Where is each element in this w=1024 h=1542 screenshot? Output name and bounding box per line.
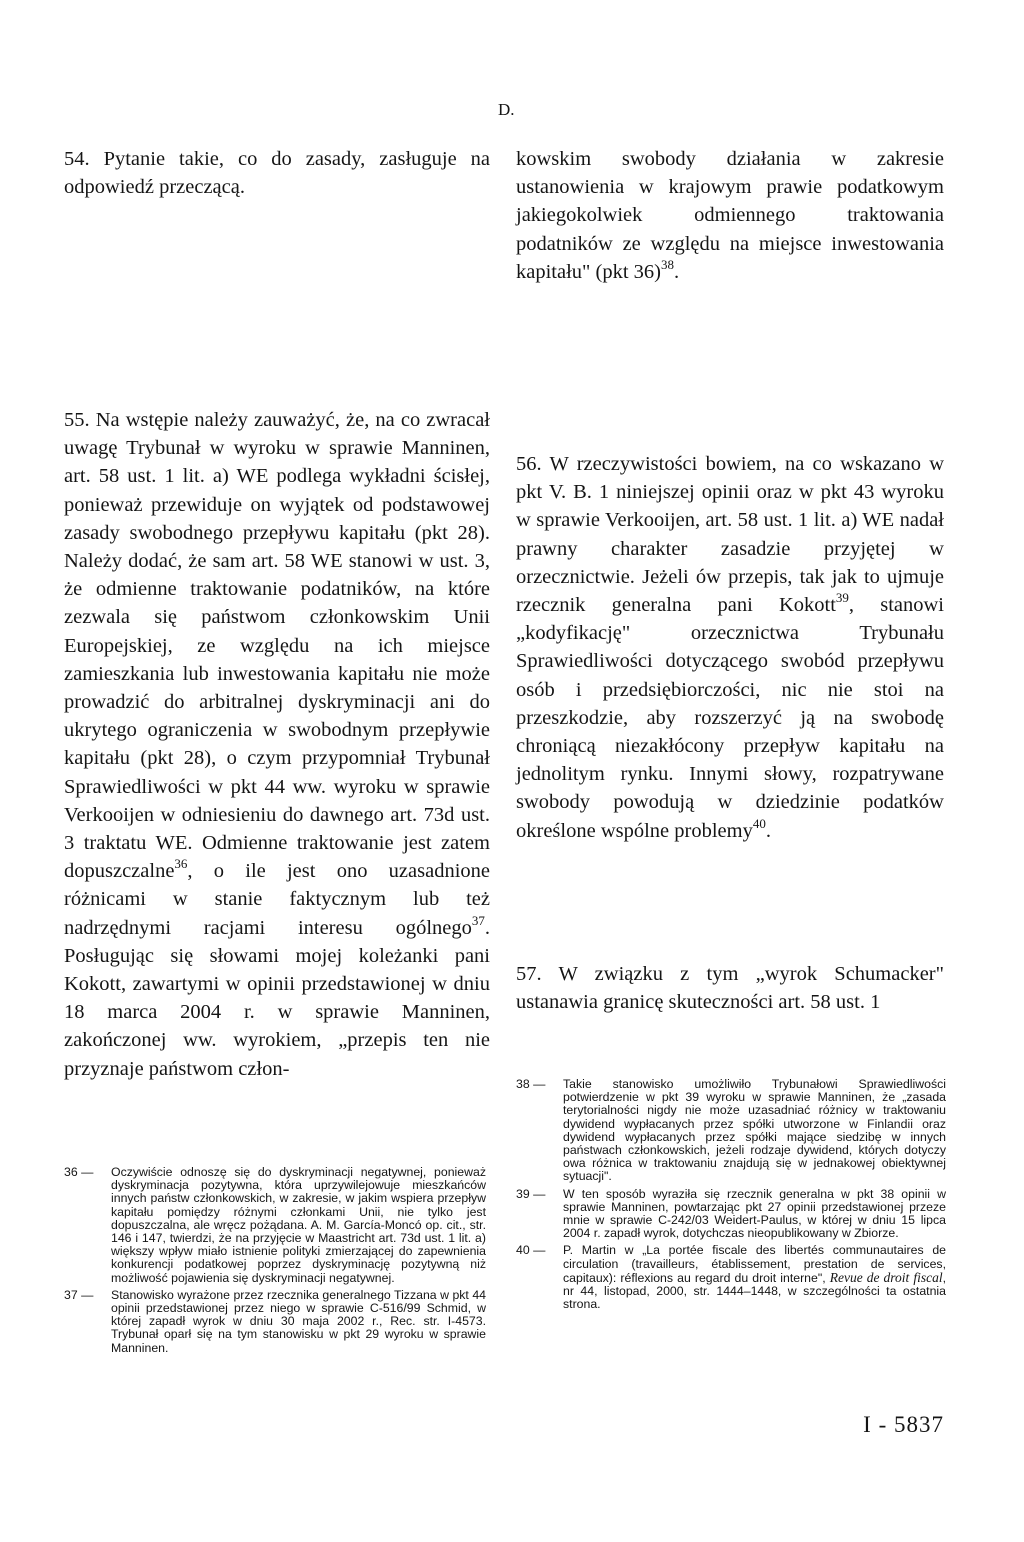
footnote-38: [516, 1078, 946, 1184]
footnote-text: Oczywiście odnoszę się do dyskryminacji negatywnej, ponieważ dyskryminacja pozytywna, która uprzywilejowuje mieszkańców innych państw członkowskich, w zakresie, w jakim wspiera przepływ kapitału pomiędzy różnymi członkami Unii, nie tylko jest dopuszczalna, ale wręcz pożądana. A. M. García-Moncó op. cit., str. 146 i 147, twierdzi, że na przyjęcie w Maastricht art. 73d ust. 1 lit. a) większy wpływ miało istnienie polityki zmierzającej do zapewnienia konkurencji podatkowej poprzez dyskryminację pozytywną niż możliwość pojawienia się dyskryminacji negatywnej.: [111, 1165, 486, 1285]
footnote-text: Stanowisko wyrażone przez rzecznika generalnego Tizzana w pkt 44 opinii przedstawionej przez niego w sprawie C-516/99 Schmid, w której zapadł wyrok w dniu 30 maja 2002 r., Rec. str. I-4573. Trybunał oparł się na tym stanowisku w pkt 29 wyroku w sprawie Manninen.: [111, 1287, 486, 1355]
footnote-number: 37 —: [64, 1287, 94, 1302]
footnote-number: 40 —: [516, 1243, 546, 1258]
footnote-text-a: P. Martin w „La portée fiscale des libertés communautaires de circulation (travailleurs, établissement, prestation de services, capitaux): réflexions au regard du droit interne",: [563, 1243, 946, 1285]
footnote-40: [516, 1244, 946, 1311]
section-mark: D.: [498, 100, 515, 119]
paragraph-54: [64, 145, 490, 201]
footnote-39: [516, 1188, 946, 1241]
footnote-number: 38 —: [516, 1077, 546, 1091]
continuation-text: kowskim swobody działania w zakresie ustanowienia w krajowym prawie podatkowym jakiegokolwiek odmiennego traktowania podatników ze względu na miejsce inwestowania kapitału" (pkt 36): [516, 148, 944, 283]
paragraph-54-text: 54. Pytanie takie, co do zasady, zasługuje na odpowiedź przeczącą.: [64, 148, 490, 199]
journal-title: Revue de droit fiscal: [829, 1269, 943, 1285]
footnote-text-b: , nr 44, listopad, 2000, str. 1444–1448, w szczególności ta ostatnia strona.: [563, 1270, 946, 1312]
paragraph-56-text-a: 56. W rzeczywistości bowiem, na co wskazano w pkt V. B. 1 niniejszej opinii oraz w pkt 43 wyroku w sprawie Verkooijen, art. 58 ust. 1 lit. a) WE nadał prawny charakter zasadzie przyjętej w orzecznictwie. Jeżeli ów przepis, tak jak to ujmuje rzecznik generalna pani Kokott: [516, 453, 944, 617]
footnote-text: Takie stanowisko umożliwiło Trybunałowi Sprawiedliwości potwierdzenie w pkt 39 wyroku w sprawie Manninen, że „zasada terytorialności nigdy nie może uzasadniać różnicy w traktowaniu dywidend wypłacanych przez spółki utworzone w Finlandii oraz dywidend wypłacanych przez spółki mające siedzibę w innych państwach członkowskich, jeżeli rodzaje dywidend, których dotyczy owa różnica w traktowaniu znajdują się w jednakowej obiektywnej sytuacji".: [563, 1077, 946, 1184]
paragraph-57: [516, 960, 944, 1016]
paragraph-56: [516, 450, 944, 845]
footnote-37: [64, 1289, 486, 1355]
footnote-number: 39 —: [516, 1186, 546, 1201]
paragraph-continuation: [516, 145, 944, 286]
footnote-number: 36 —: [64, 1165, 94, 1179]
footnote-text: W ten sposób wyraziła się rzecznik generalna w pkt 38 opinii w sprawie Manninen, powtarzając pkt 27 opinii przedstawionej przeze mnie w sprawie C-242/03 Weidert-Paulus, w której w dniu 15 lipca 2004 r. zapadł wyrok, dotychczas nieopublikowany w Zbiorze.: [563, 1186, 946, 1241]
footnotes-right: [516, 1078, 946, 1315]
footnote-ref-36[interactable]: 36: [174, 856, 188, 872]
paragraph-55-text-a: 55. Na wstępie należy zauważyć, że, na co zwracał uwagę Trybunał w wyroku w sprawie Manninen, art. 58 ust. 1 lit. a) WE podlega wykładni ścisłej, ponieważ przewiduje on wyjątek od podstawowej zasady swobodnego przepływu kapitału (pkt 28). Należy dodać, że sam art. 58 WE stanowi w ust. 3, że odmienne traktowanie podatników, na które zezwala się państwom członkowskim Unii Europejskiej, ze względu na ich miejsce zamieszkania lub inwestowania kapitału nie może prowadzić do arbitralnej dyskryminacji ani do ukrytego ograniczenia w swobodnym przepływie kapitału (pkt 28), o czym przypomniał Trybunał Sprawiedliwości w pkt 44 ww. wyroku w sprawie Verkooijen w odniesieniu do dawnego art. 73d ust. 3 traktatu WE. Odmienne traktowanie jest zatem dopuszczalne: [64, 409, 490, 883]
footnote-text: [563, 1244, 946, 1311]
page-number: I - 5837: [863, 1412, 944, 1437]
continuation-end: .: [674, 260, 680, 283]
footnote-ref-40[interactable]: 40: [752, 815, 766, 831]
footnotes-left: [64, 1166, 486, 1359]
footnote-ref-37[interactable]: 37: [471, 912, 485, 928]
footnote-ref-39[interactable]: 39: [835, 590, 849, 606]
paragraph-56-text-b: , stanowi „kodyfikację" orzecznictwa Trybunału Sprawiedliwości dotyczącego swobód przepływu osób i przedsiębiorczości, nic nie stoi na przeszkodzie, aby rozszerzyć ją na swobodę chroniącą niezakłócony przepływ kapitału na jednolitym rynku. Innymi słowy, rozpatrywane swobody powodują w dziedzinie podatków określone wspólne problemy: [516, 594, 944, 842]
paragraph-57-text: 57. W związku z tym „wyrok Schumacker" ustanawia granicę skuteczności art. 58 ust. 1: [516, 963, 944, 1014]
paragraph-55-text-c: . Posługując się słowami mojej koleżanki pani Kokott, zawartymi w opinii przedstawionej w dniu 18 marca 2004 r. w sprawie Manninen, zakończonej ww. wyrokiem, „przepis ten nie przyznaje państwom człon-: [64, 916, 490, 1080]
paragraph-55-text-b: , o ile jest ono uzasadnione różnicami w stanie faktycznym lub też nadrzędnymi racjami interesu ogólnego: [64, 860, 490, 939]
paragraph-55: [64, 406, 490, 1083]
paragraph-56-end: .: [765, 819, 771, 842]
footnote-36: [64, 1166, 486, 1285]
footnote-ref-38[interactable]: 38: [661, 256, 675, 272]
